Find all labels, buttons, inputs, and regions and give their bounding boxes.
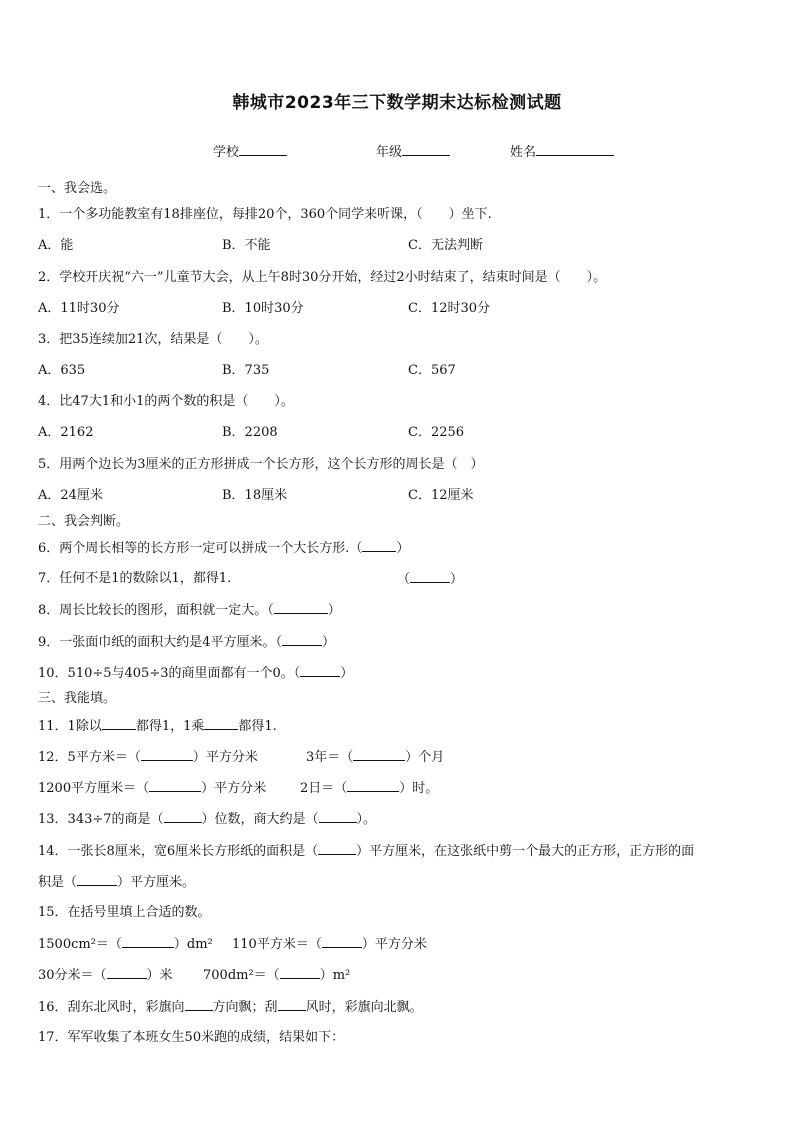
- question-7: 7．任何不是1的数除以1，都得1.: [38, 571, 232, 586]
- question-15-row-1b: 110平方米＝（ ）平方分米: [232, 937, 427, 952]
- q11-blank-2[interactable]: [204, 717, 238, 730]
- question-12-row-1: 12．5平方米＝（ ）平方分米: [38, 750, 258, 765]
- q2-option-c[interactable]: C．12时30分: [408, 301, 491, 316]
- q15-blank-1[interactable]: [122, 935, 174, 948]
- q5-option-c[interactable]: C．12厘米: [408, 488, 474, 503]
- q12-blank-3[interactable]: [149, 779, 201, 792]
- q13-blank-1[interactable]: [164, 810, 202, 823]
- q1-option-a[interactable]: A．能: [38, 238, 74, 253]
- q1-option-b[interactable]: B．不能: [222, 238, 271, 253]
- q8-answer-blank[interactable]: [274, 601, 328, 614]
- grade-field: [376, 141, 450, 160]
- question-5: 5．用两个边长为3厘米的正方形拼成一个长方形，这个长方形的周长是（ ）: [38, 457, 484, 472]
- grade-label: 年级: [376, 145, 403, 160]
- q3-option-a[interactable]: A．635: [38, 363, 86, 378]
- question-3: 3．把35连续加21次，结果是（ ）。: [38, 332, 268, 347]
- question-16: 16．刮东北风时，彩旗向 方向飘；刮 风时，彩旗向北飘。: [38, 1000, 423, 1015]
- q3-option-c[interactable]: C．567: [408, 363, 456, 378]
- q4-option-b[interactable]: B．2208: [222, 425, 278, 440]
- question-14-line-2: 积是（ ）平方厘米。: [38, 875, 196, 890]
- q5-option-b[interactable]: B．18厘米: [222, 488, 288, 503]
- q4-option-a[interactable]: A．2162: [38, 425, 94, 440]
- question-13: 13．343÷7的商是（ ）位数，商大约是（ ）。: [38, 812, 377, 827]
- question-12-row-2: 1200平方厘米＝（ ）平方分米: [38, 781, 267, 796]
- q6-answer-blank[interactable]: [362, 539, 396, 552]
- q14-blank-2[interactable]: [77, 873, 117, 886]
- question-15-row-2: 30分米＝（ ）米: [38, 968, 173, 983]
- question-14-line-1: 14．一张长8厘米，宽6厘米长方形纸的面积是（ ）平方厘米，在这张纸中剪一个最大的正方形，正方形的面: [38, 844, 695, 859]
- q7-answer: （ ）: [397, 572, 464, 587]
- q15-blank-2[interactable]: [322, 935, 362, 948]
- question-2: 2．学校开庆祝“六一”儿童节大会，从上午8时30分开始，经过2小时结束了，结束时间是（ ）。: [38, 270, 607, 285]
- question-15: 15．在括号里填上合适的数。: [38, 905, 211, 920]
- q12-blank-4[interactable]: [347, 779, 399, 792]
- q12-blank-2[interactable]: [353, 748, 405, 761]
- q15-blank-4[interactable]: [280, 966, 320, 979]
- q7-answer-blank[interactable]: [410, 570, 450, 583]
- q5-option-a[interactable]: A．24厘米: [38, 488, 103, 503]
- question-8: 8．周长比较长的图形，面积就一定大。（ ）: [38, 603, 341, 618]
- question-17: 17．军军收集了本班女生50米跑的成绩，结果如下：: [38, 1030, 345, 1045]
- question-10: 10．510÷5与405÷3的商里面都有一个0。（ ）: [38, 666, 354, 681]
- q14-blank-1[interactable]: [318, 842, 356, 855]
- name-field: [510, 141, 614, 160]
- question-12-row-2b: 2日＝（ ）时。: [300, 781, 439, 796]
- q15-blank-3[interactable]: [107, 966, 147, 979]
- question-15-row-1: 1500cm²＝（ ）dm²: [38, 937, 213, 952]
- school-blank[interactable]: [239, 143, 287, 156]
- question-9: 9．一张面巾纸的面积大约是4平方厘米。（ ）: [38, 635, 336, 650]
- q16-blank-2[interactable]: [278, 998, 306, 1011]
- q2-option-b[interactable]: B．10时30分: [222, 301, 304, 316]
- q16-blank-1[interactable]: [185, 998, 213, 1011]
- section-heading-choice: 一、我会选。: [38, 181, 117, 196]
- section-heading-fill: 三、我能填。: [38, 691, 117, 706]
- q13-blank-2[interactable]: [319, 810, 357, 823]
- question-1: 1．一个多功能教室有18排座位，每排20个，360个同学来听课，（ ）坐下.: [38, 207, 492, 222]
- name-label: 姓名: [510, 145, 537, 160]
- question-15-row-2b: 700dm²＝（ ）m²: [203, 968, 351, 983]
- name-blank[interactable]: [536, 143, 614, 156]
- q10-answer-blank[interactable]: [300, 664, 340, 677]
- question-11: 11．1除以 都得1，1乘 都得1.: [38, 719, 277, 734]
- q1-option-c[interactable]: C．无法判断: [408, 238, 483, 253]
- question-6: 6．两个周长相等的长方形一定可以拼成一个大长方形.（ ）: [38, 541, 410, 556]
- q11-blank-1[interactable]: [102, 717, 136, 730]
- grade-blank[interactable]: [402, 143, 450, 156]
- school-field: [213, 141, 287, 160]
- q4-option-c[interactable]: C．2256: [408, 425, 465, 440]
- q3-option-b[interactable]: B．735: [222, 363, 270, 378]
- section-heading-judge: 二、我会判断。: [38, 514, 130, 529]
- q12-blank-1[interactable]: [141, 748, 193, 761]
- school-label: 学校: [213, 145, 240, 160]
- question-12-row-1b: 3年＝（ ）个月: [306, 750, 445, 765]
- q2-option-a[interactable]: A．11时30分: [38, 301, 120, 316]
- question-4: 4．比47大1和小1的两个数的积是（ ）。: [38, 394, 294, 409]
- q9-answer-blank[interactable]: [282, 633, 322, 646]
- page-title: 韩城市2023年三下数学期末达标检测试题: [232, 93, 562, 113]
